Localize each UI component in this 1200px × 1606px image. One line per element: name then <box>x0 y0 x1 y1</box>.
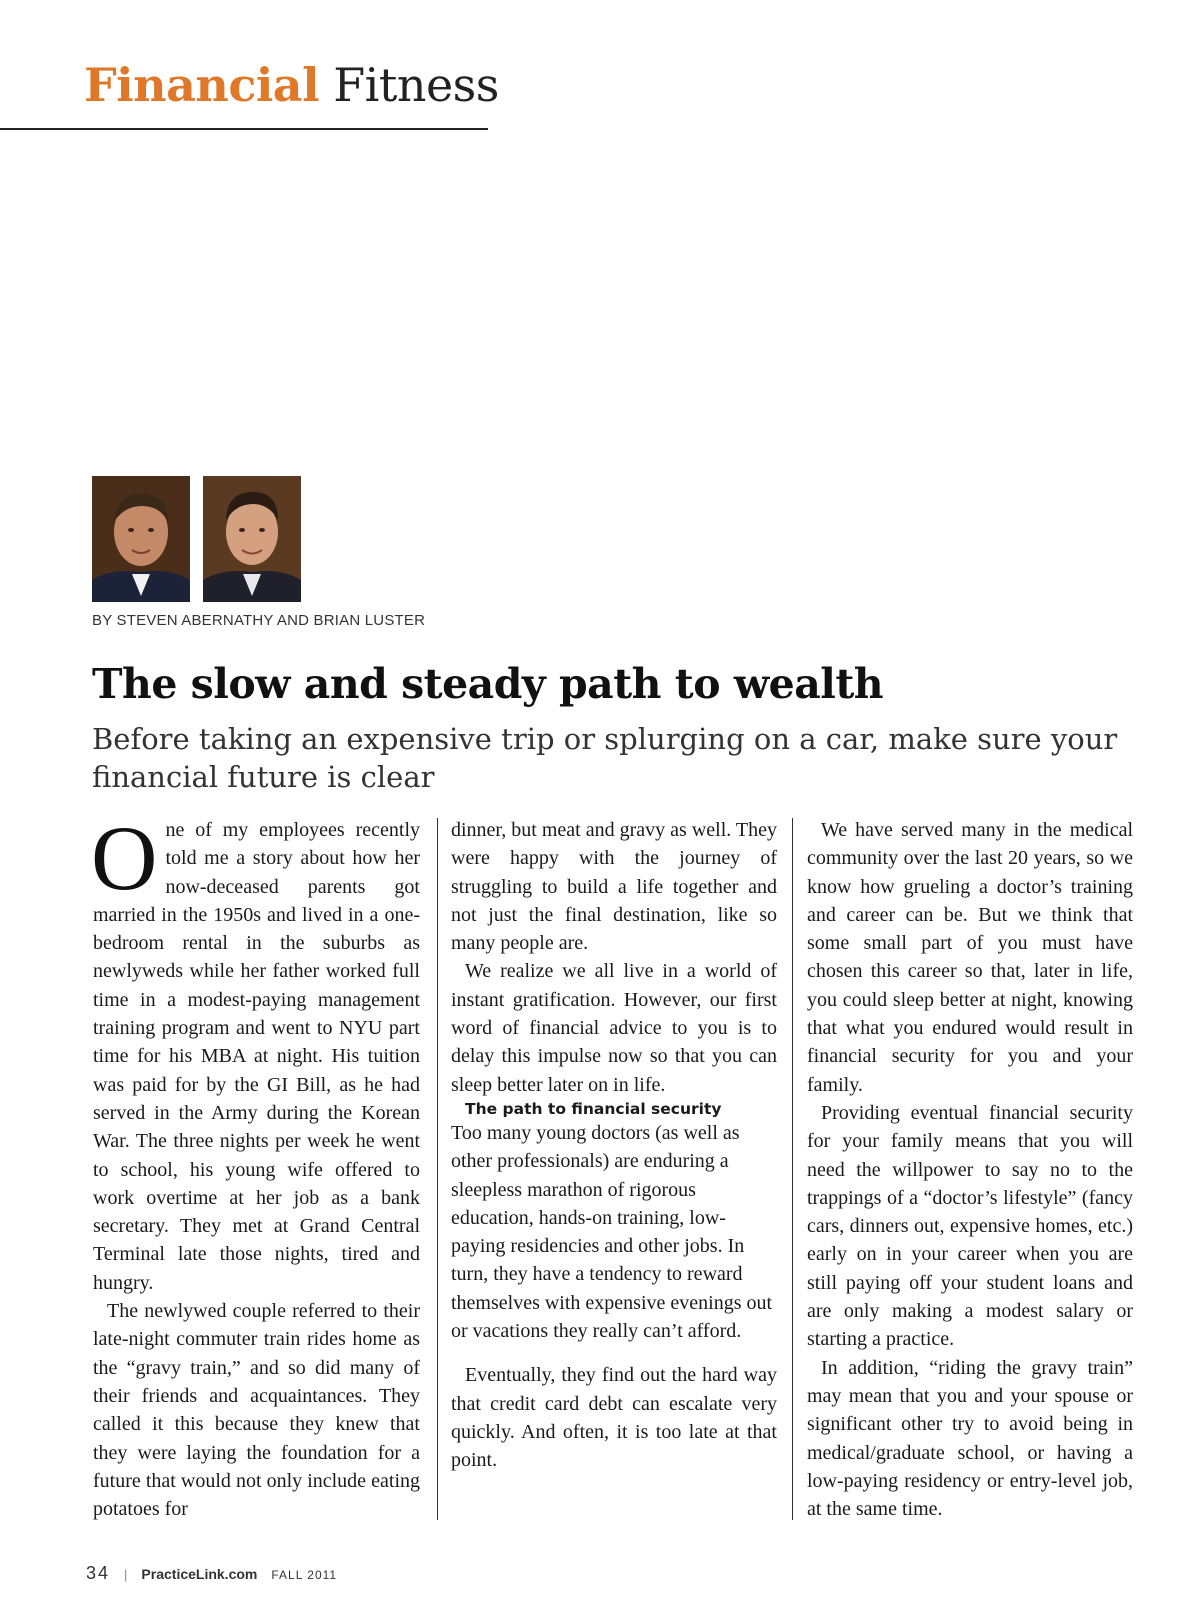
paragraph-text: ne of my employees recently told me a story about how her now-deceased parents got married in the 1950s and lived in a one-bedroom rental in the suburbs as newlyweds while her father worked full time in a modest-paying management training program and went to NYU part time for his MBA at night. His tuition was paid for by the GI Bill, as he had served in the Army during the Korean War. The three nights per week he went to school, his young wife offered to work overtime at her job as a bank secretary. They met at Grand Central Terminal late those nights, tired and hungry. <box>93 819 420 1294</box>
paragraph: Too many young doctors (as well as other professionals) are enduring a sleepless marathon of rigorous education, hands-on training, low-paying residencies and other jobs. In turn, they have a tendency to reward themselves with expensive evenings out or vacations they really can’t afford. <box>451 1121 773 1343</box>
section-rule <box>0 128 488 130</box>
section-title-rest: Fitness <box>333 58 499 112</box>
paragraph: The newlywed couple referred to their late-night commuter train rides home as the “gravy train,” and so did many of their friends and acquaintances. They called it this because they knew that they were laying the foundation for a future that would not only include eating potatoes for <box>93 1300 420 1521</box>
paragraph <box>91 807 420 1297</box>
deck-subtitle: Before taking an expensive trip or splurging on a car, make sure your financial future is clear <box>92 722 1118 794</box>
paragraph: Eventually, they find out the hard way that credit card debt can escalate very quickly. And often, it is too late at that point. <box>451 1364 777 1472</box>
publication-site: PracticeLink.com <box>141 1566 258 1582</box>
page-footer <box>86 1563 337 1584</box>
article-column-2 <box>451 816 777 1475</box>
column-divider <box>437 818 438 1520</box>
headline: The slow and steady path to wealth <box>92 660 884 708</box>
paragraph: Providing eventual financial security for your family means that you will need the willpower to say no to the trappings of a “doctor’s lifestyle” (fancy cars, dinners out, expensive homes, etc.) early on in your career when you are still paying off your student loans and are only making a modest salary or starting a practice. <box>807 1101 1133 1351</box>
author-photo-steven-abernathy <box>92 476 190 602</box>
paragraph: dinner, but meat and gravy as well. They were happy with the journey of struggling to build a life together and not just the final destination, like so many people are. <box>451 819 777 955</box>
paragraph: In addition, “riding the gravy train” may mean that you and your spouse or significant other try to avoid being in medical/graduate school, or having a low-paying residency or entry-level job, at the same time. <box>807 1356 1133 1521</box>
section-title <box>84 58 499 112</box>
byline: BY STEVEN ABERNATHY AND BRIAN LUSTER <box>92 612 426 629</box>
article-column-3 <box>807 816 1133 1523</box>
paragraph: We have served many in the medical community over the last 20 years, so we know how grueling a doctor’s training and career can be. But we think that some small part of you must have chosen this career so that, later in life, you could sleep better at night, knowing that what you endured would result in financial security for you and your family. <box>807 819 1133 1096</box>
author-photo-brian-luster <box>203 476 301 602</box>
article-column-1 <box>91 807 420 1523</box>
footer-separator: | <box>124 1567 128 1582</box>
paragraph: We realize we all live in a world of instant gratification. However, our first word of financial advice to you is to delay this impulse now so that you can sleep better later on in life. <box>451 960 777 1096</box>
issue-date: FALL 2011 <box>271 1568 338 1582</box>
section-subhead: The path to financial security <box>465 1099 722 1118</box>
drop-cap: O <box>91 807 158 909</box>
column-divider <box>792 818 793 1520</box>
section-title-accent: Financial <box>84 58 320 112</box>
page-number: 34 <box>86 1563 111 1583</box>
